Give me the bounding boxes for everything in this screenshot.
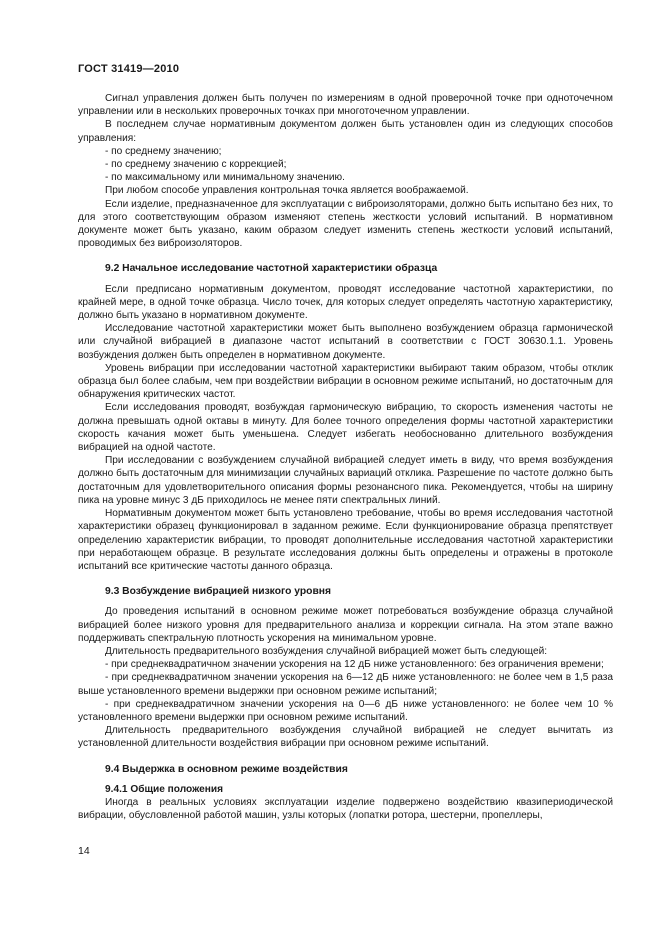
paragraph: Уровень вибрации при исследовании частотной характеристики выбирают таким образом, чтобы отклик образца был более слабым, чем при воздействии вибрации в основном режиме испытаний, но достаточным для обнаружения критических частот. [78,362,613,401]
paragraph: Если исследования проводят, возбуждая гармоническую вибрацию, то скорость изменения частоты не должна превышать одной октавы в минуту. Для более точного определения формы частотной характеристики скорость качания может быть уменьшена. Следует избегать необоснованно длительного возбуждения вибрацией на одной частоте. [78,402,613,454]
list-item: - при среднеквадратичном значении ускорения на 6—12 дБ ниже установленного: не более чем в 1,5 раза выше установленного времени выдержки при основном режиме испытаний; [78,672,613,697]
page-header: ГОСТ 31419—2010 [78,63,180,75]
list-item: - при среднеквадратичном значении ускорения на 0—6 дБ ниже установленного: не более чем 10 % установленного времени выдержки при основном режиме испытаний. [78,698,613,723]
section-heading-9-2: 9.2 Начальное исследование частотной характеристики образца [105,263,438,275]
list-item: - по среднему значению; [105,145,222,157]
paragraph: Сигнал управления должен быть получен по измерениям в одной проверочной точке при одноточечном управлении или в нескольких проверочных точках при многоточечном управлении. [78,93,613,118]
paragraph: При исследовании с возбуждением случайной вибрацией следует иметь в виду, что время возбуждения должно быть достаточным для минимизации случайных вариаций отклика. Разрешение по частоте должно быть достаточным для удовлетворительного описания формы резонансного пика. Рекомендуется, чтобы на ширину пика на уровне минус 3 дБ приходилось не менее пяти спектральных линий. [78,455,613,506]
list-item: - при среднеквадратичном значении ускорения на 12 дБ ниже установленного: без ограничения времени; [105,659,604,671]
list-item: - по среднему значению с коррекцией; [105,159,287,171]
paragraph: Нормативным документом может быть установлено требование, чтобы во время исследования частотной характеристики образец функционировал в заданном режиме. Если функционирование образца препятствует определению характеристик вибрации, то проводят дополнительные исследования частотной характеристики при неработающем образце. В результате исследования должны быть определены и отражены в протоколе испытаний все критические частоты данного образца. [78,508,613,572]
paragraph: Длительность предварительного возбуждения случайной вибрацией может быть следующей: [105,645,548,657]
paragraph: Если предписано нормативным документом, проводят исследование частотной характеристики, по крайней мере, в одной точке образца. Число точек, для которых следует определять частотную характеристику, должно быть указано в нормативном документе. [78,283,613,322]
list-item: - по максимальному или минимальному значению. [105,172,345,184]
paragraph: Если изделие, предназначенное для эксплуатации с виброизоляторами, должно быть испытано без них, то для этого соответствующим образом изменяют степень жесткости условий испытаний. В нормативном документе может быть указано, каким образом следует изменить степень жесткости условий испытаний, проводимых без виброизоляторов. [78,198,613,250]
section-heading-9-3: 9.3 Возбуждение вибрацией низкого уровня [105,586,332,598]
page-number: 14 [78,845,90,857]
subsection-heading-9-4-1: 9.4.1 Общие положения [105,783,223,795]
paragraph: В последнем случае нормативным документом должен быть установлен один из следующих способов управления: [78,119,613,144]
paragraph: До проведения испытаний в основном режиме может потребоваться возбуждение образца случайной вибрацией более низкого уровня для предварительного анализа и коррекции сигнала. На этом этапе важно поддерживать спектральную плотность ускорения на минимальном уровне. [78,606,613,644]
paragraph: При любом способе управления контрольная точка является воображаемой. [105,185,469,197]
paragraph: Иногда в реальных условиях эксплуатации изделие подвержено воздействию квазипериодической вибрации, обусловленной работой машин, узлы которых (лопатки ротора, шестерни, пропеллеры, [78,796,613,822]
page-content [78,92,613,822]
section-heading-9-4: 9.4 Выдержка в основном режиме воздействия [105,763,348,775]
paragraph: Исследование частотной характеристики может быть выполнено возбуждением образца гармонической или случайной вибрацией в диапазоне частот испытаний в соответствии с ГОСТ 30630.1.1. Уровень возбуждения должен быть определен в нормативном документе. [78,323,613,361]
paragraph: Длительность предварительного возбуждения случайной вибрацией не следует вычитать из установленной длительности воздействия вибрации при основном режиме испытаний. [78,725,613,750]
